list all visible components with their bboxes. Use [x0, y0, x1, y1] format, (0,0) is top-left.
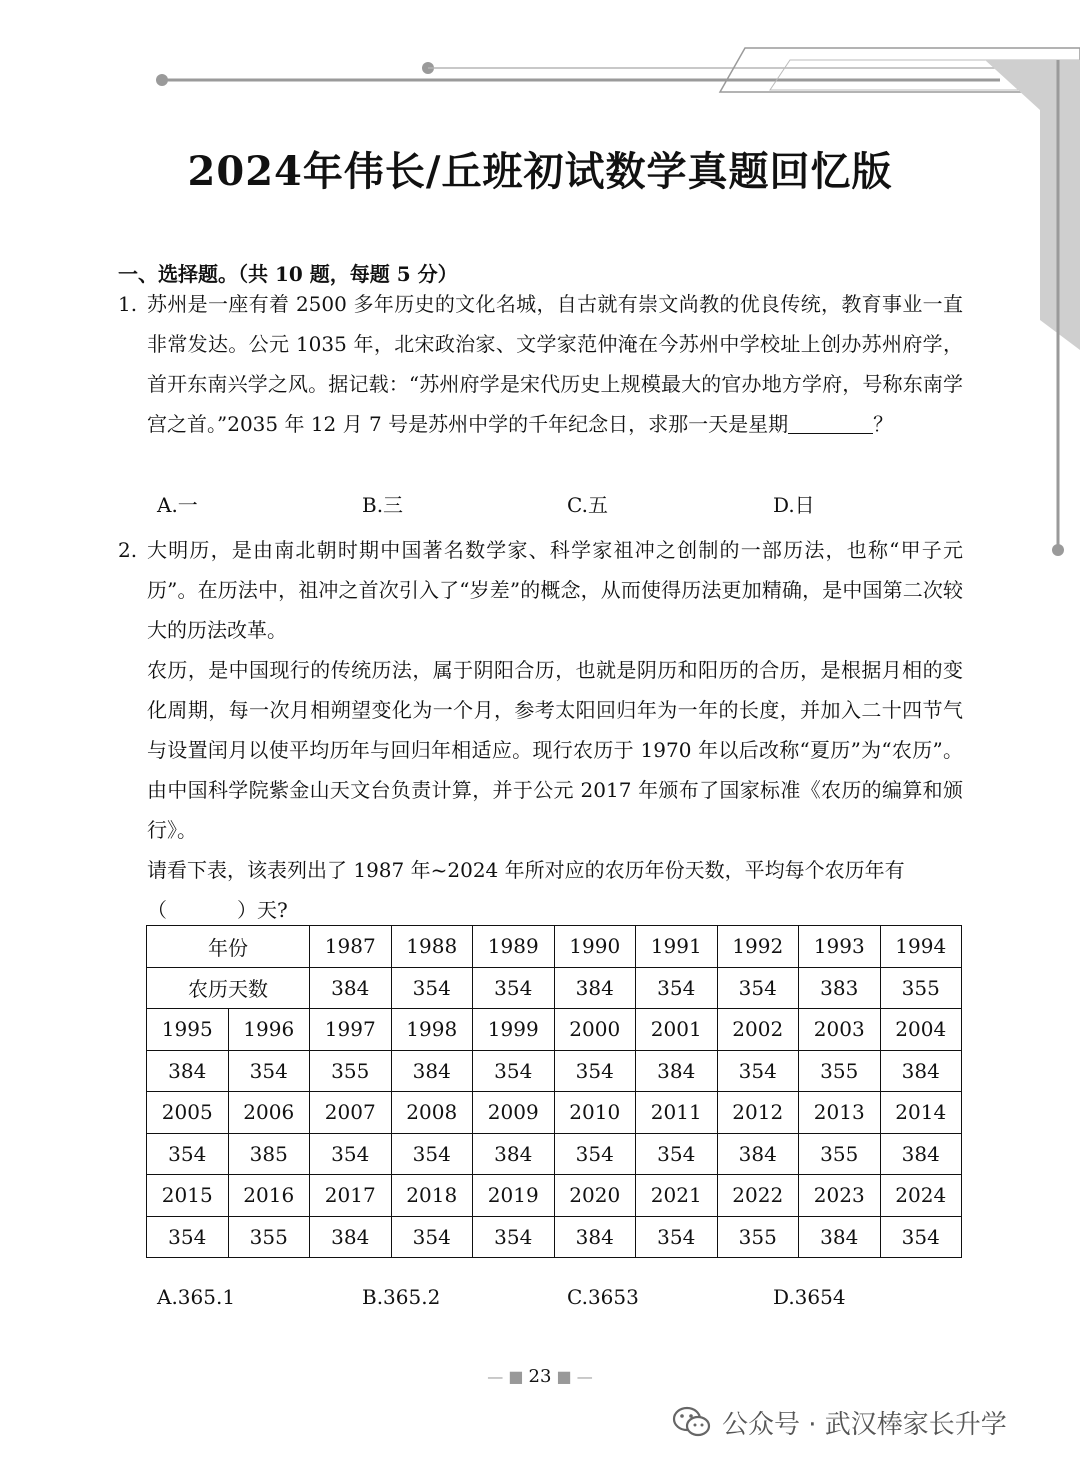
table-cell: 354	[147, 1133, 229, 1175]
table-cell: 383	[799, 967, 881, 1009]
table-cell: 1988	[391, 926, 473, 968]
table-cell: 2008	[391, 1092, 473, 1134]
table-cell: 1993	[799, 926, 881, 968]
table-cell: 354	[391, 967, 473, 1009]
table-cell: 354	[473, 967, 555, 1009]
table-cell: 2010	[554, 1092, 636, 1134]
table-cell: 354	[473, 1050, 555, 1092]
table-cell: 354	[636, 967, 718, 1009]
option-d: D.3654	[773, 1285, 846, 1309]
table-cell: 2016	[228, 1175, 310, 1217]
table-row	[147, 1092, 962, 1134]
table-cell: 384	[799, 1216, 881, 1258]
table-cell: 2018	[391, 1175, 473, 1217]
table-cell: 354	[554, 1050, 636, 1092]
table-cell: 354	[228, 1050, 310, 1092]
option-d: D.日	[773, 493, 815, 517]
table-cell: 2013	[799, 1092, 881, 1134]
table-cell: 2022	[717, 1175, 799, 1217]
table-row	[147, 926, 962, 968]
option-a: A.一	[157, 493, 198, 517]
table-cell: 354	[391, 1216, 473, 1258]
page-title: 2024年伟长/丘班初试数学真题回忆版	[187, 148, 893, 195]
option-a: A.365.1	[157, 1285, 236, 1309]
table-cell: 385	[228, 1133, 310, 1175]
table-cell: 355	[799, 1133, 881, 1175]
table-cell: 354	[147, 1216, 229, 1258]
table-cell: 2009	[473, 1092, 555, 1134]
table-cell: 355	[310, 1050, 392, 1092]
table-cell: 2002	[717, 1009, 799, 1051]
table-row	[147, 967, 962, 1009]
table-cell: 354	[310, 1133, 392, 1175]
watermark	[672, 1400, 1007, 1444]
table-cell: 354	[636, 1133, 718, 1175]
table-cell: 384	[473, 1133, 555, 1175]
question-paragraph: 请看下表，该表列出了 1987 年~2024 年所对应的农历年份天数，平均每个农历年有 （ ）天?	[147, 858, 905, 922]
table-cell: 2011	[636, 1092, 718, 1134]
question-text: 苏州是一座有着 2500 多年历史的文化名城，自古就有崇文尚教的优良传统，教育事业一直非常发达。公元 1035 年，北宋政治家、文学家范仲淹在今苏州中学校址上创办苏州府学，首开东南兴学之风。据记载：“苏州府学是宋代历史上规模最大的官办地方学府，号称东南学宫之首。”2035 年 12 月 7 号是苏州中学的千年纪念日，求那一天是星期	[147, 292, 963, 436]
table-cell: 1987	[310, 926, 392, 968]
table-cell: 354	[880, 1216, 962, 1258]
table-cell: 2019	[473, 1175, 555, 1217]
table-row	[147, 1050, 962, 1092]
table-cell: 384	[147, 1050, 229, 1092]
question-tail: ？	[873, 412, 894, 436]
table-cell: 2020	[554, 1175, 636, 1217]
page-number-footer: — ■ 23 ■ —	[487, 1366, 593, 1387]
table-cell: 1989	[473, 926, 555, 968]
table-cell: 384	[717, 1133, 799, 1175]
table-cell: 1994	[880, 926, 962, 968]
table-row	[147, 1216, 962, 1258]
table-cell: 384	[310, 967, 392, 1009]
table-row	[147, 1133, 962, 1175]
table-row	[147, 1009, 962, 1051]
table-header-cell: 年份	[147, 926, 310, 968]
table-cell: 384	[310, 1216, 392, 1258]
section-heading: 一、选择题。（共 10 题，每题 5 分）	[118, 262, 458, 286]
table-cell: 1995	[147, 1009, 229, 1051]
table-cell: 355	[228, 1216, 310, 1258]
watermark-text: 公众号 · 武汉棒家长升学	[722, 1409, 1007, 1440]
question-1	[118, 284, 963, 444]
table-cell: 1991	[636, 926, 718, 968]
table-cell: 355	[717, 1216, 799, 1258]
table-header-cell: 农历天数	[147, 967, 310, 1009]
table-cell: 354	[636, 1216, 718, 1258]
table-cell: 1997	[310, 1009, 392, 1051]
table-row	[147, 1175, 962, 1217]
wechat-icon	[672, 1405, 712, 1439]
table-cell: 384	[636, 1050, 718, 1092]
table-cell: 355	[799, 1050, 881, 1092]
question-number: 2.	[118, 538, 138, 562]
table-cell: 1998	[391, 1009, 473, 1051]
question-paragraph: 农历，是中国现行的传统历法，属于阴阳合历，也就是阴历和阳历的合历，是根据月相的变化周期，每一次月相朔望变化为一个月，参考太阳回归年为一年的长度，并加入二十四节气与设置闰月以使平均历年与回归年相适应。现行农历于 1970 年以后改称“夏历”为“农历”。由中国科学院紫金山天文台负责计算，并于公元 2017 年颁布了国家标准《农历的编算和颁行》。	[147, 658, 963, 842]
table-cell: 1990	[554, 926, 636, 968]
table-cell: 2017	[310, 1175, 392, 1217]
question-paragraph: 大明历，是由南北朝时期中国著名数学家、科学家祖冲之创制的一部历法，也称“甲子元历”。在历法中，祖冲之首次引入了“岁差”的概念，从而使得历法更加精确，是中国第二次较大的历法改革。	[147, 538, 963, 642]
table-cell: 355	[880, 967, 962, 1009]
table-cell: 354	[717, 967, 799, 1009]
page-number: 23	[528, 1366, 552, 1387]
table-cell: 384	[880, 1133, 962, 1175]
table-cell: 384	[554, 1216, 636, 1258]
table-cell: 354	[717, 1050, 799, 1092]
option-c: C.3653	[567, 1285, 639, 1309]
option-b: B.三	[362, 493, 404, 517]
lunar-days-table	[146, 925, 962, 1258]
table-cell: 2001	[636, 1009, 718, 1051]
question-2	[118, 530, 963, 930]
table-cell: 384	[880, 1050, 962, 1092]
table-cell: 2012	[717, 1092, 799, 1134]
question-number: 1.	[118, 292, 138, 316]
table-cell: 2014	[880, 1092, 962, 1134]
table-cell: 2005	[147, 1092, 229, 1134]
table-cell: 384	[391, 1050, 473, 1092]
table-cell: 354	[554, 1133, 636, 1175]
answer-blank	[788, 409, 873, 434]
table-cell: 384	[554, 967, 636, 1009]
table-cell: 2000	[554, 1009, 636, 1051]
table-cell: 2023	[799, 1175, 881, 1217]
table-cell: 354	[391, 1133, 473, 1175]
table-cell: 354	[473, 1216, 555, 1258]
table-cell: 2015	[147, 1175, 229, 1217]
table-cell: 2004	[880, 1009, 962, 1051]
option-c: C.五	[567, 493, 608, 517]
table-cell: 2007	[310, 1092, 392, 1134]
table-cell: 1992	[717, 926, 799, 968]
option-b: B.365.2	[362, 1285, 441, 1309]
table-cell: 1996	[228, 1009, 310, 1051]
table-cell: 2003	[799, 1009, 881, 1051]
table-cell: 2021	[636, 1175, 718, 1217]
table-cell: 1999	[473, 1009, 555, 1051]
table-cell: 2024	[880, 1175, 962, 1217]
table-cell: 2006	[228, 1092, 310, 1134]
